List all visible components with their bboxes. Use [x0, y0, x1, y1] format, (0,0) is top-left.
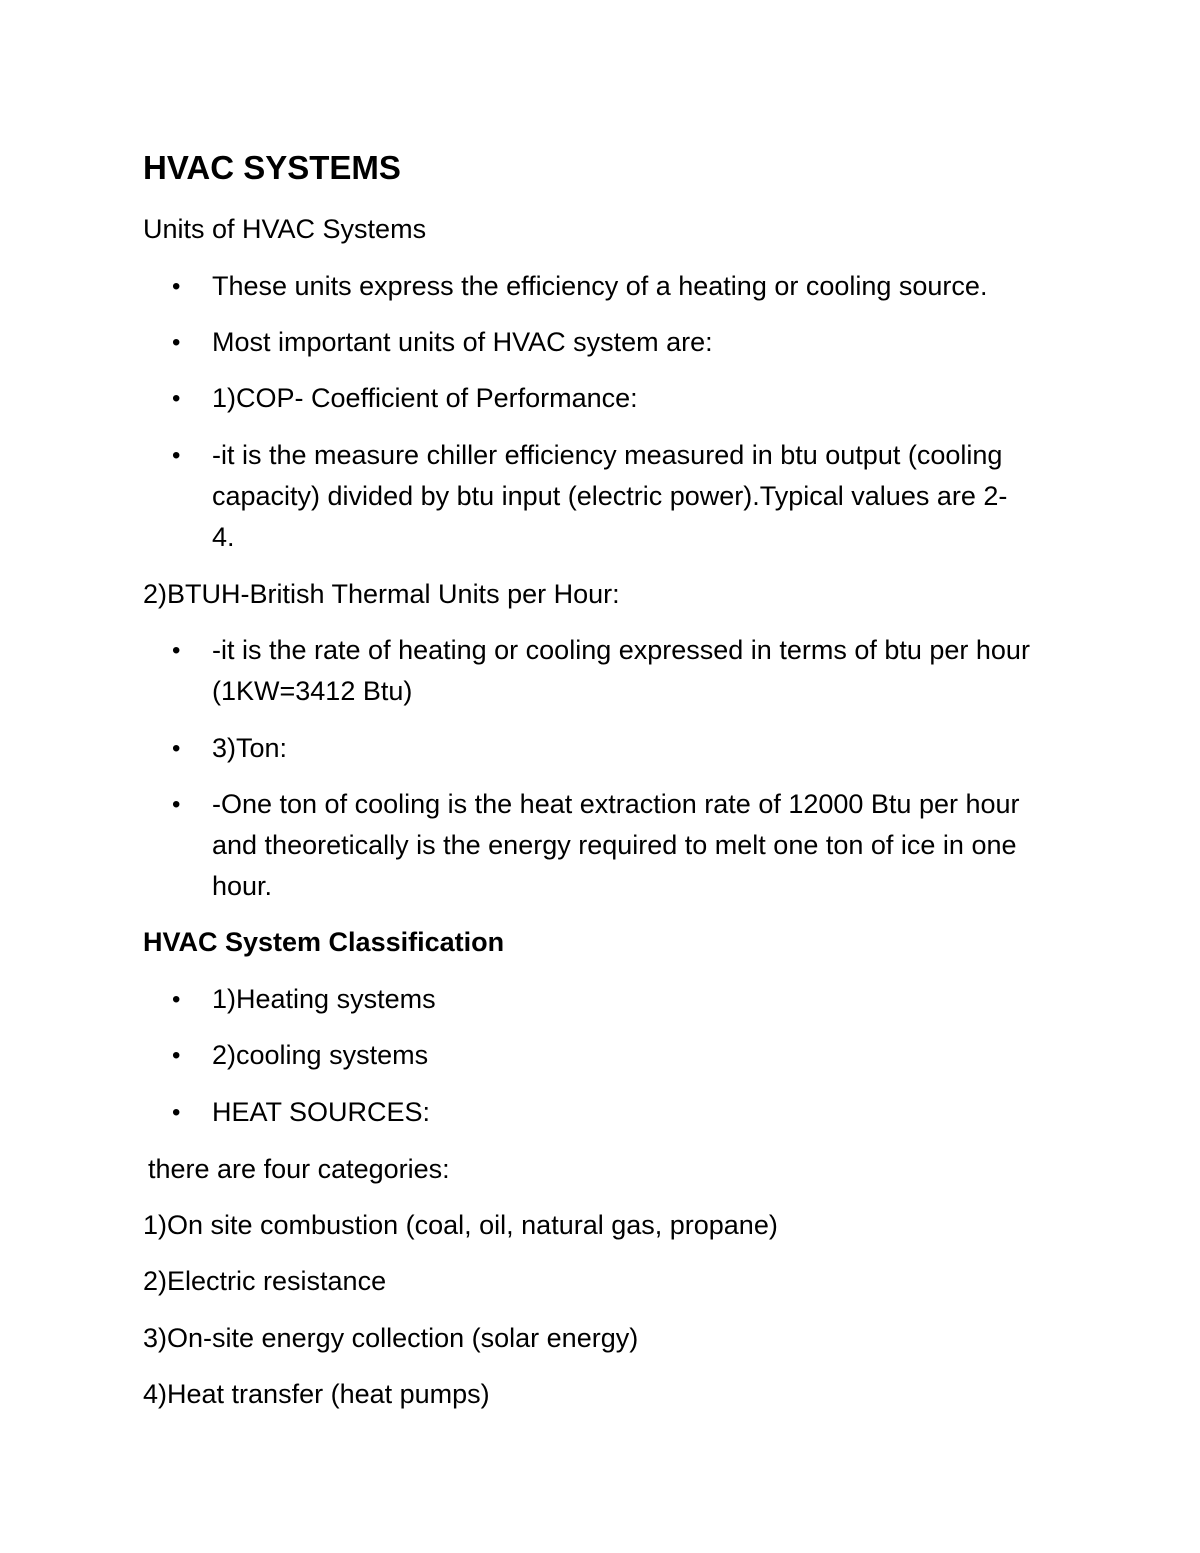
bullet-icon: •: [172, 442, 181, 469]
category-item: 4)Heat transfer (heat pumps): [143, 1379, 490, 1409]
bullet-icon: •: [172, 385, 181, 412]
bullet-icon: •: [172, 273, 181, 300]
category-item: 1)On site combustion (coal, oil, natural gas, propane): [143, 1210, 778, 1240]
list-item-text: -it is the rate of heating or cooling expressed in terms of btu per hour (1KW=3412 Btu): [212, 635, 1030, 706]
bullet-icon: •: [172, 1042, 181, 1069]
classification-heading: HVAC System Classification: [143, 927, 505, 957]
btuh-heading: 2)BTUH-British Thermal Units per Hour:: [143, 579, 620, 609]
list-item-text: 2)cooling systems: [212, 1040, 429, 1070]
list-item-text: 1)COP- Coefficient of Performance:: [212, 383, 638, 413]
units-heading: Units of HVAC Systems: [143, 214, 427, 244]
bullet-icon: •: [172, 735, 181, 762]
category-item: 3)On-site energy collection (solar energy): [143, 1323, 639, 1353]
list-item-text: -it is the measure chiller efficiency measured in btu output (cooling capacity) divided by btu input (electric power).Typical values are 2-4.: [212, 440, 1008, 552]
bullet-icon: •: [172, 637, 181, 664]
bullet-icon: •: [172, 986, 181, 1013]
list-item-text: HEAT SOURCES:: [212, 1097, 431, 1127]
categories-intro: there are four categories:: [148, 1154, 450, 1184]
list-item-text: 1)Heating systems: [212, 984, 436, 1014]
list-item-text: Most important units of HVAC system are:: [212, 327, 713, 357]
bullet-icon: •: [172, 1099, 181, 1126]
bullet-icon: •: [172, 791, 181, 818]
list-item-text: 3)Ton:: [212, 733, 288, 763]
document-title: HVAC SYSTEMS: [143, 149, 401, 186]
category-item: 2)Electric resistance: [143, 1266, 387, 1296]
list-item-text: These units express the efficiency of a heating or cooling source.: [212, 271, 988, 301]
bullet-icon: •: [172, 329, 181, 356]
list-item-text: -One ton of cooling is the heat extraction rate of 12000 Btu per hour and theoretically is the energy required to melt one ton of ice in one hour.: [212, 789, 1020, 901]
